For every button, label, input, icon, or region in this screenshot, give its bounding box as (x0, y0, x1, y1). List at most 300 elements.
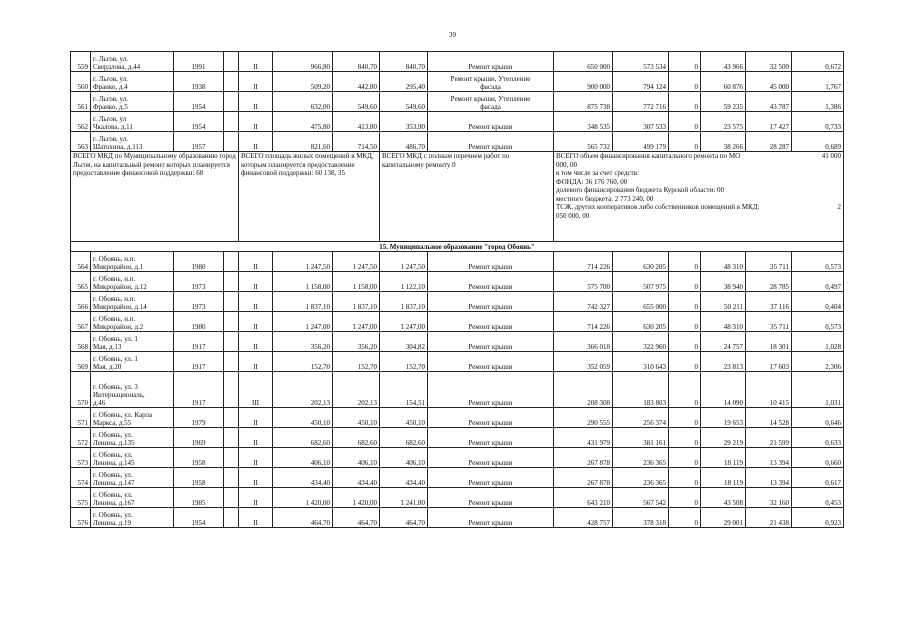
work-line: Ремонт крыши (468, 459, 513, 467)
address-cell (91, 508, 174, 528)
row-index: 559 (71, 52, 91, 72)
class-cell: II (239, 252, 273, 272)
page-number: 39 (449, 31, 456, 39)
cost-region: 0 (669, 352, 701, 372)
work-line: Ремонт крыши (468, 343, 513, 351)
cost-fund: 183 803 (613, 372, 669, 408)
cost-fund: 236 365 (613, 448, 669, 468)
cost-total: 352 059 (554, 352, 613, 372)
table-row (71, 72, 844, 92)
row-index: 570 (71, 372, 91, 408)
work-line: Ремонт крыши (468, 519, 513, 527)
address-line: Франко, д.4 (93, 83, 128, 91)
cost-region: 0 (669, 312, 701, 332)
cost-fund: 378 318 (613, 508, 669, 528)
cost-per-m2: 1,386 (792, 92, 844, 112)
cost-local: 29 001 (701, 508, 746, 528)
financing-line: в том числе за счет средств: (556, 169, 639, 177)
empty-cell (224, 428, 239, 448)
address-cell (91, 448, 174, 468)
section-title: 15. Муниципальное образование "город Обоянь" (71, 242, 844, 252)
summary-total-mkd: ВСЕГО МКД по Муниципальному образованию город Льгов, на капитальный ремонт которых планируется предоставление финансовой поддержки: 68 (71, 152, 239, 242)
work-type (428, 52, 554, 72)
class-cell: II (239, 92, 273, 112)
address-cell (91, 292, 174, 312)
cost-owners: 21 599 (746, 428, 792, 448)
area-total: 509,20 (273, 72, 333, 92)
address-line: Свердлова, д.44 (93, 63, 141, 71)
address-cell (91, 352, 174, 372)
area-living: 1 247,50 (333, 252, 380, 272)
row-index: 561 (71, 92, 91, 112)
summary-row (71, 152, 844, 242)
work-type (428, 292, 554, 312)
class-cell: II (239, 272, 273, 292)
address-cell (91, 408, 174, 428)
empty-cell (224, 312, 239, 332)
area-residential: 682,60 (380, 428, 428, 448)
area-total: 475,80 (273, 112, 333, 132)
empty-cell (224, 508, 239, 528)
summary-full-repair: ВСЕГО МКД с полным перечнем работ по капитальному ремонту 0 (380, 152, 554, 242)
financing-amount: 41 000 (821, 152, 841, 160)
cost-local: 23 813 (701, 352, 746, 372)
area-living: 413,80 (333, 112, 380, 132)
area-living: 840,70 (333, 52, 380, 72)
row-index: 575 (71, 488, 91, 508)
address-line: Ленина, д.145 (93, 459, 135, 467)
table-row (71, 92, 844, 112)
area-total: 821,60 (273, 132, 333, 152)
cost-local: 18 119 (701, 448, 746, 468)
cost-owners: 17 427 (746, 112, 792, 132)
cost-region: 0 (669, 488, 701, 508)
empty-cell (224, 112, 239, 132)
area-total: 1 158,00 (273, 272, 333, 292)
area-total: 464,70 (273, 508, 333, 528)
financing-line: 000, 00 (556, 160, 577, 169)
cost-total: 875 738 (554, 92, 613, 112)
work-line: Ремонт крыши (468, 263, 513, 271)
table-row (71, 272, 844, 292)
class-cell: II (239, 112, 273, 132)
area-total: 1 420,00 (273, 488, 333, 508)
address-line: г. Обоянь, ул. (93, 511, 133, 519)
class-cell: II (239, 52, 273, 72)
address-line: Ленина, д.147 (93, 479, 135, 487)
table-row (71, 468, 844, 488)
area-living: 1 158,00 (333, 272, 380, 292)
work-line: Ремонт крыши (468, 283, 513, 291)
year-cell: 1958 (174, 468, 224, 488)
cost-owners: 10 415 (746, 372, 792, 408)
address-line: Микрорайон, д.1 (93, 263, 144, 271)
address-line: Ленина, д.135 (93, 439, 135, 447)
table-row (71, 352, 844, 372)
empty-cell (224, 72, 239, 92)
work-line: Ремонт крыши, Утепление (450, 75, 531, 83)
address-line: Микрорайон, д.2 (93, 323, 144, 331)
address-cell (91, 468, 174, 488)
class-cell: II (239, 132, 273, 152)
cost-fund: 256 374 (613, 408, 669, 428)
row-index: 563 (71, 132, 91, 152)
cost-local: 38 266 (701, 132, 746, 152)
address-line: г. Обоянь, н.п. (93, 295, 136, 303)
address-line: Маркса, д.55 (93, 419, 132, 427)
address-line: Интернациональ, (93, 391, 145, 399)
area-living: 1 837,10 (333, 292, 380, 312)
work-type (428, 332, 554, 352)
cost-fund: 236 365 (613, 468, 669, 488)
empty-cell (224, 272, 239, 292)
cost-total: 650 000 (554, 52, 613, 72)
address-line: Ленина, д.167 (93, 499, 135, 507)
financing-line: долевого финансирования бюджета Курской области: 00 (556, 186, 725, 194)
cost-local: 43 508 (701, 488, 746, 508)
class-cell: II (239, 72, 273, 92)
year-cell: 1969 (174, 428, 224, 448)
cost-owners: 37 116 (746, 292, 792, 312)
class-cell: II (239, 468, 273, 488)
empty-cell (224, 468, 239, 488)
address-cell (91, 372, 174, 408)
address-line: Ленина, д.19 (93, 519, 131, 527)
area-residential: 152,70 (380, 352, 428, 372)
area-living: 450,10 (333, 408, 380, 428)
address-line: Шатохина, д.113 (93, 143, 143, 151)
area-total: 682,60 (273, 428, 333, 448)
cost-total: 575 700 (554, 272, 613, 292)
area-living: 442,80 (333, 72, 380, 92)
cost-fund: 630 205 (613, 252, 669, 272)
cost-owners: 32 500 (746, 52, 792, 72)
class-cell: II (239, 448, 273, 468)
cost-owners: 28 785 (746, 272, 792, 292)
work-line: Ремонт крыши (468, 363, 513, 371)
year-cell: 1979 (174, 408, 224, 428)
table-row (71, 312, 844, 332)
cost-total: 366 018 (554, 332, 613, 352)
area-total: 356,20 (273, 332, 333, 352)
area-living: 682,60 (333, 428, 380, 448)
year-cell: 1954 (174, 92, 224, 112)
row-index: 566 (71, 292, 91, 312)
address-line: г. Льгов, ул. (93, 55, 128, 63)
address-line: г. Обоянь, ул. (93, 431, 133, 439)
address-cell (91, 72, 174, 92)
empty-cell (224, 372, 239, 408)
cost-owners: 13 394 (746, 468, 792, 488)
cost-per-m2: 0,453 (792, 488, 844, 508)
work-type (428, 132, 554, 152)
empty-cell (224, 448, 239, 468)
address-cell (91, 92, 174, 112)
address-line: Мая, д.20 (93, 363, 122, 371)
cost-local: 14 090 (701, 372, 746, 408)
work-type (428, 92, 554, 112)
row-index: 568 (71, 332, 91, 352)
address-line: г. Обоянь, ул. Карла (93, 411, 153, 419)
cost-per-m2: 0,617 (792, 468, 844, 488)
cost-fund: 794 124 (613, 72, 669, 92)
row-index: 565 (71, 272, 91, 292)
address-line: г. Обоянь, ул. 3 (93, 383, 138, 391)
address-cell (91, 252, 174, 272)
empty-cell (224, 488, 239, 508)
empty-cell (224, 408, 239, 428)
work-type (428, 372, 554, 408)
row-index: 573 (71, 448, 91, 468)
cost-fund: 381 161 (613, 428, 669, 448)
work-line: Ремонт крыши (468, 303, 513, 311)
cost-owners: 13 394 (746, 448, 792, 468)
section-heading-row (71, 242, 844, 252)
cost-fund: 307 533 (613, 112, 669, 132)
table-row (71, 112, 844, 132)
address-line: Мая, д.13 (93, 343, 122, 351)
class-cell: II (239, 312, 273, 332)
cost-local: 19 653 (701, 408, 746, 428)
cost-owners: 28 287 (746, 132, 792, 152)
financing-line: ФОНДА: 36 176 760, 00 (556, 177, 628, 186)
cost-per-m2: 0,633 (792, 428, 844, 448)
cost-region: 0 (669, 428, 701, 448)
table-row (71, 292, 844, 312)
empty-cell (224, 252, 239, 272)
cost-fund: 507 975 (613, 272, 669, 292)
work-type (428, 408, 554, 428)
cost-region: 0 (669, 468, 701, 488)
financing-line: местного бюджета: 2 773 240, 00 (556, 194, 654, 203)
cost-region: 0 (669, 112, 701, 132)
work-type (428, 468, 554, 488)
area-living: 1 420,00 (333, 488, 380, 508)
area-living: 464,70 (333, 508, 380, 528)
class-cell: II (239, 508, 273, 528)
year-cell: 1938 (174, 72, 224, 92)
area-living: 152,70 (333, 352, 380, 372)
cost-region: 0 (669, 448, 701, 468)
class-cell: II (239, 488, 273, 508)
year-cell: 1980 (174, 312, 224, 332)
address-line: Микрорайон, д.14 (93, 303, 147, 311)
summary-total-area: ВСЕГО площадь жилых помещений в МКД, которым планируется предоставление финансовой поддержки: 60 138, 35 (239, 152, 380, 242)
work-line: Ремонт крыши (468, 419, 513, 427)
work-line: Ремонт крыши (468, 439, 513, 447)
register-table (70, 51, 844, 528)
row-index: 576 (71, 508, 91, 528)
work-type (428, 272, 554, 292)
cost-local: 59 235 (701, 92, 746, 112)
cost-owners: 32 160 (746, 488, 792, 508)
cost-total: 208 308 (554, 372, 613, 408)
address-line: г. Обоянь, н.п. (93, 315, 136, 323)
address-line: Франко, д.5 (93, 103, 128, 111)
area-residential: 464,70 (380, 508, 428, 528)
work-line: Ремонт крыши (468, 479, 513, 487)
cost-owners: 35 711 (746, 252, 792, 272)
cost-total: 742 327 (554, 292, 613, 312)
table-row (71, 252, 844, 272)
financing-head: ВСЕГО объем финансирования капитального ремонта по МО (556, 152, 741, 160)
area-residential: 840,70 (380, 52, 428, 72)
area-total: 152,70 (273, 352, 333, 372)
table-row (71, 52, 844, 72)
work-line: фасада (480, 83, 501, 91)
area-living: 714,50 (333, 132, 380, 152)
cost-owners: 45 000 (746, 72, 792, 92)
work-line: Ремонт крыши (468, 399, 513, 407)
cost-region: 0 (669, 132, 701, 152)
cost-local: 24 757 (701, 332, 746, 352)
cost-owners: 18 301 (746, 332, 792, 352)
row-index: 571 (71, 408, 91, 428)
table-row (71, 372, 844, 408)
empty-cell (224, 292, 239, 312)
area-residential: 304,82 (380, 332, 428, 352)
empty-cell (224, 52, 239, 72)
work-line: Ремонт крыши (468, 323, 513, 331)
area-total: 1 247,00 (273, 312, 333, 332)
area-total: 632,00 (273, 92, 333, 112)
year-cell: 1917 (174, 332, 224, 352)
address-line: г. Обоянь, ул. 1 (93, 355, 138, 363)
cost-local: 29 219 (701, 428, 746, 448)
cost-region: 0 (669, 292, 701, 312)
cost-local: 60 876 (701, 72, 746, 92)
cost-region: 0 (669, 252, 701, 272)
year-cell: 1917 (174, 372, 224, 408)
empty-cell (224, 92, 239, 112)
class-cell: II (239, 292, 273, 312)
year-cell: 1980 (174, 252, 224, 272)
cost-owners: 35 711 (746, 312, 792, 332)
cost-fund: 630 205 (613, 312, 669, 332)
work-type (428, 312, 554, 332)
address-line: Микрорайон, д.12 (93, 283, 147, 291)
area-residential: 434,40 (380, 468, 428, 488)
row-index: 560 (71, 72, 91, 92)
cost-per-m2: 1,767 (792, 72, 844, 92)
address-line: г. Обоянь, н.п. (93, 255, 136, 263)
cost-total: 714 226 (554, 312, 613, 332)
cost-per-m2: 1,031 (792, 372, 844, 408)
row-index: 562 (71, 112, 91, 132)
address-line: г. Льгов, ул (93, 115, 127, 123)
area-living: 406,10 (333, 448, 380, 468)
cost-local: 48 310 (701, 252, 746, 272)
cost-total: 290 555 (554, 408, 613, 428)
address-line: г. Льгов, ул. (93, 135, 128, 143)
area-living: 1 247,00 (333, 312, 380, 332)
cost-fund: 310 643 (613, 352, 669, 372)
cost-region: 0 (669, 52, 701, 72)
cost-per-m2: 0,689 (792, 132, 844, 152)
area-living: 549,60 (333, 92, 380, 112)
cost-local: 50 211 (701, 292, 746, 312)
cost-total: 643 210 (554, 488, 613, 508)
work-type (428, 488, 554, 508)
cost-local: 23 575 (701, 112, 746, 132)
cost-fund: 499 179 (613, 132, 669, 152)
empty-cell (224, 332, 239, 352)
area-residential: 1 247,00 (380, 312, 428, 332)
area-residential: 1 241,80 (380, 488, 428, 508)
address-line: г. Обоянь, н.п. (93, 275, 136, 283)
address-cell (91, 112, 174, 132)
cost-per-m2: 0,672 (792, 52, 844, 72)
address-cell (91, 312, 174, 332)
area-living: 356,20 (333, 332, 380, 352)
year-cell: 1957 (174, 132, 224, 152)
table-row (71, 508, 844, 528)
address-cell (91, 332, 174, 352)
cost-per-m2: 2,306 (792, 352, 844, 372)
cost-owners: 43 787 (746, 92, 792, 112)
class-cell: II (239, 428, 273, 448)
cost-total: 348 535 (554, 112, 613, 132)
work-line: фасада (480, 103, 501, 111)
work-line: Ремонт крыши, Утепление (450, 95, 531, 103)
cost-region: 0 (669, 72, 701, 92)
row-index: 572 (71, 428, 91, 448)
cost-owners: 14 528 (746, 408, 792, 428)
cost-owners: 17 603 (746, 352, 792, 372)
summary-financing (554, 152, 844, 242)
area-residential: 1 247,50 (380, 252, 428, 272)
address-line: г. Льгов, ул. (93, 95, 128, 103)
row-index: 567 (71, 312, 91, 332)
cost-per-m2: 1,028 (792, 332, 844, 352)
address-cell (91, 132, 174, 152)
address-cell (91, 488, 174, 508)
year-cell: 1973 (174, 272, 224, 292)
area-residential: 486,70 (380, 132, 428, 152)
cost-owners: 21 438 (746, 508, 792, 528)
cost-local: 43 966 (701, 52, 746, 72)
table-row (71, 448, 844, 468)
empty-cell (224, 132, 239, 152)
address-cell (91, 428, 174, 448)
area-residential: 154,51 (380, 372, 428, 408)
table-row (71, 332, 844, 352)
work-type (428, 112, 554, 132)
table-row (71, 408, 844, 428)
area-residential: 1 837,10 (380, 292, 428, 312)
cost-per-m2: 0,646 (792, 408, 844, 428)
address-line: г. Обоянь, ул. (93, 451, 133, 459)
cost-total: 267 878 (554, 468, 613, 488)
address-cell (91, 272, 174, 292)
year-cell: 1973 (174, 292, 224, 312)
year-cell: 1958 (174, 448, 224, 468)
work-type (428, 352, 554, 372)
cost-total: 565 732 (554, 132, 613, 152)
cost-per-m2: 0,733 (792, 112, 844, 132)
work-line: Ремонт крыши (468, 63, 513, 71)
table-row (71, 488, 844, 508)
area-residential: 549,60 (380, 92, 428, 112)
address-line: Чкалова, д.11 (93, 123, 133, 131)
work-type (428, 72, 554, 92)
cost-fund: 772 716 (613, 92, 669, 112)
cost-total: 267 878 (554, 448, 613, 468)
cost-local: 18 119 (701, 468, 746, 488)
cost-region: 0 (669, 332, 701, 352)
cost-per-m2: 0,923 (792, 508, 844, 528)
work-type (428, 428, 554, 448)
